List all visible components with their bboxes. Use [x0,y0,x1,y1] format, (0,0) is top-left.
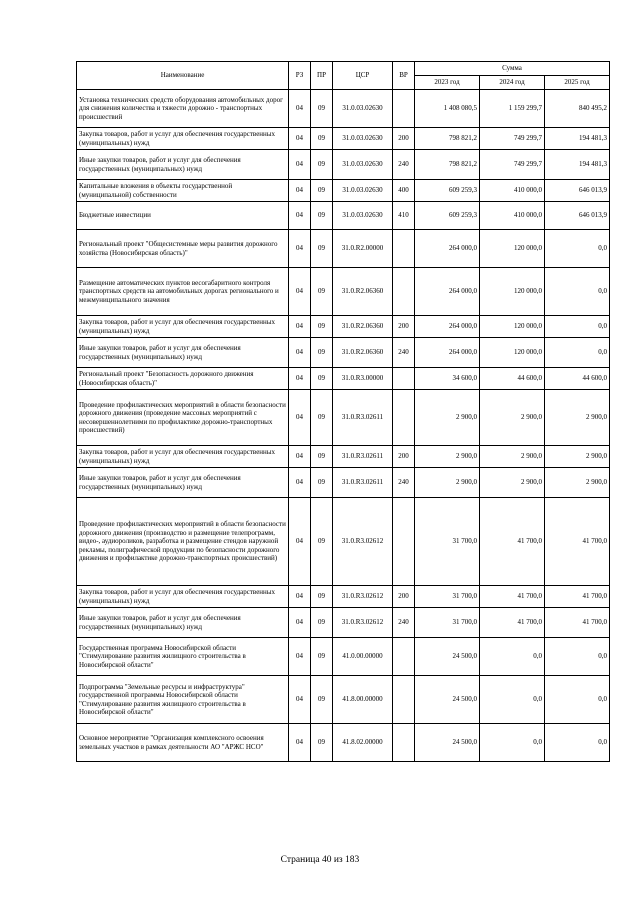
row-value-2023: 609 259,3 [415,180,480,202]
row-value-2024: 2 900,0 [480,390,545,446]
row-name: Региональный проект "Безопасность дорожного движения (Новосибирская область)" [77,368,289,390]
row-value-2024: 120 000,0 [480,230,545,268]
row-name: Закупка товаров, работ и услуг для обеспечения государственных (муниципальных) нужд [77,128,289,150]
row-value-2025: 41 700,0 [545,586,610,608]
row-pr: 09 [311,202,333,230]
row-pr: 09 [311,498,333,586]
row-value-2025: 44 600,0 [545,368,610,390]
row-rz: 04 [289,338,311,368]
row-rz: 04 [289,724,311,762]
header-name: Наименование [77,62,289,90]
row-pr: 09 [311,180,333,202]
row-name: Основное мероприятие "Организация комплексного освоения земельных участков в рамках деятельности АО "АРЖС НСО" [77,724,289,762]
row-value-2025: 0,0 [545,230,610,268]
table-row [77,676,610,724]
row-value-2024: 120 000,0 [480,338,545,368]
row-name: Бюджетные инвестиции [77,202,289,230]
header-year-2023: 2023 год [415,76,480,90]
header-vr: ВР [393,62,415,90]
row-value-2023: 264 000,0 [415,268,480,316]
row-vr [393,268,415,316]
row-csr: 31.0.R3.02612 [333,586,393,608]
row-rz: 04 [289,90,311,128]
row-name: Проведение профилактических мероприятий в области безопасности дорожного движения (проведение массовых мероприятий с несовершеннолетними по профилактике дорожно-транспортных происшествий) [77,390,289,446]
row-value-2025: 41 700,0 [545,608,610,638]
row-rz: 04 [289,180,311,202]
table-row [77,180,610,202]
row-rz: 04 [289,390,311,446]
row-csr: 31.0.03.02630 [333,180,393,202]
row-csr: 31.0.R3.02612 [333,608,393,638]
row-vr: 200 [393,586,415,608]
row-pr: 09 [311,468,333,498]
row-value-2024: 44 600,0 [480,368,545,390]
row-name: Закупка товаров, работ и услуг для обеспечения государственных (муниципальных) нужд [77,316,289,338]
table-row [77,202,610,230]
row-pr: 09 [311,150,333,180]
row-value-2023: 2 900,0 [415,390,480,446]
row-value-2024: 0,0 [480,724,545,762]
row-value-2024: 410 000,0 [480,202,545,230]
row-name: Закупка товаров, работ и услуг для обеспечения государственных (муниципальных) нужд [77,446,289,468]
row-pr: 09 [311,676,333,724]
table-row [77,468,610,498]
row-value-2023: 34 600,0 [415,368,480,390]
row-csr: 31.0.03.02630 [333,90,393,128]
row-value-2023: 609 259,3 [415,202,480,230]
row-value-2023: 1 408 080,5 [415,90,480,128]
row-rz: 04 [289,202,311,230]
table-row [77,638,610,676]
row-name: Подпрограмма "Земельные ресурсы и инфраструктура" государственной программы Новосибирской области "Стимулирование развития жилищного строительства в Новосибирской области" [77,676,289,724]
row-value-2024: 120 000,0 [480,268,545,316]
row-csr: 31.0.R2.06360 [333,316,393,338]
table-row [77,368,610,390]
header-rz: РЗ [289,62,311,90]
header-year-2024: 2024 год [480,76,545,90]
row-value-2023: 24 500,0 [415,724,480,762]
table-row [77,230,610,268]
row-csr: 31.0.R3.02611 [333,390,393,446]
row-vr [393,724,415,762]
row-rz: 04 [289,446,311,468]
table-row [77,390,610,446]
row-rz: 04 [289,316,311,338]
row-value-2023: 264 000,0 [415,230,480,268]
table-row [77,586,610,608]
row-value-2025: 0,0 [545,676,610,724]
row-csr: 31.0.R3.02612 [333,498,393,586]
row-name: Размещение автоматических пунктов весогабаритного контроля транспортных средств на автомобильных дорогах регионального и межмуниципального значения [77,268,289,316]
row-value-2023: 31 700,0 [415,498,480,586]
row-value-2025: 41 700,0 [545,498,610,586]
row-value-2024: 2 900,0 [480,446,545,468]
header-pr: ПР [311,62,333,90]
row-rz: 04 [289,676,311,724]
row-csr: 31.0.R3.02611 [333,468,393,498]
row-vr [393,90,415,128]
row-vr [393,368,415,390]
row-value-2023: 31 700,0 [415,586,480,608]
row-csr: 41.8.02.00000 [333,724,393,762]
table-row [77,90,610,128]
row-pr: 09 [311,390,333,446]
table-row [77,338,610,368]
row-rz: 04 [289,128,311,150]
row-value-2024: 0,0 [480,676,545,724]
page-number: Страница 40 из 183 [280,855,360,865]
header-year-2025: 2025 год [545,76,610,90]
row-value-2024: 120 000,0 [480,316,545,338]
row-csr: 31.0.03.02630 [333,128,393,150]
header-sum: Сумма [415,62,610,76]
row-value-2023: 264 000,0 [415,316,480,338]
row-name: Иные закупки товаров, работ и услуг для обеспечения государственных (муниципальных) нужд [77,338,289,368]
row-rz: 04 [289,498,311,586]
row-pr: 09 [311,724,333,762]
row-name: Проведение профилактических мероприятий в области безопасности дорожного движения (производство и размещение телепрограмм, видео-, аудиороликов, разработка и размещение стендов наружной рекламы, полиграфической продукции по безопасности дорожного движения и профилактике дорожно-транспортных происшествий) [77,498,289,586]
row-value-2025: 0,0 [545,724,610,762]
row-csr: 31.0.03.02630 [333,202,393,230]
row-pr: 09 [311,316,333,338]
row-value-2024: 749 299,7 [480,150,545,180]
row-name: Закупка товаров, работ и услуг для обеспечения государственных (муниципальных) нужд [77,586,289,608]
table-row [77,316,610,338]
row-vr: 410 [393,202,415,230]
table-row [77,446,610,468]
row-pr: 09 [311,128,333,150]
row-rz: 04 [289,638,311,676]
header-csr: ЦСР [333,62,393,90]
row-value-2025: 194 481,3 [545,150,610,180]
row-value-2025: 2 900,0 [545,468,610,498]
row-value-2024: 749 299,7 [480,128,545,150]
row-value-2025: 2 900,0 [545,390,610,446]
row-pr: 09 [311,338,333,368]
row-vr: 240 [393,608,415,638]
row-pr: 09 [311,638,333,676]
row-vr: 240 [393,150,415,180]
row-value-2025: 0,0 [545,316,610,338]
row-rz: 04 [289,230,311,268]
row-value-2025: 194 481,3 [545,128,610,150]
table-row [77,150,610,180]
table-row [77,724,610,762]
budget-table [76,61,610,762]
row-vr [393,676,415,724]
table-row [77,268,610,316]
row-value-2023: 24 500,0 [415,638,480,676]
row-value-2023: 264 000,0 [415,338,480,368]
row-rz: 04 [289,368,311,390]
row-csr: 41.8.00.00000 [333,676,393,724]
row-vr [393,638,415,676]
table-row [77,128,610,150]
row-vr: 240 [393,338,415,368]
row-name: Иные закупки товаров, работ и услуг для обеспечения государственных (муниципальных) нужд [77,468,289,498]
row-rz: 04 [289,468,311,498]
row-value-2024: 41 700,0 [480,586,545,608]
row-vr [393,230,415,268]
row-csr: 31.0.R2.06360 [333,338,393,368]
row-csr: 31.0.R2.00000 [333,230,393,268]
row-value-2023: 2 900,0 [415,468,480,498]
row-value-2023: 31 700,0 [415,608,480,638]
row-name: Иные закупки товаров, работ и услуг для обеспечения государственных (муниципальных) нужд [77,608,289,638]
row-name: Капитальные вложения в объекты государственной (муниципальной) собственности [77,180,289,202]
row-name: Государственная программа Новосибирской области "Стимулирование развития жилищного строительства в Новосибирской области" [77,638,289,676]
row-value-2025: 0,0 [545,268,610,316]
row-csr: 31.0.R2.06360 [333,268,393,316]
row-vr: 200 [393,446,415,468]
row-value-2024: 41 700,0 [480,498,545,586]
row-pr: 09 [311,90,333,128]
row-rz: 04 [289,608,311,638]
row-pr: 09 [311,608,333,638]
row-rz: 04 [289,586,311,608]
row-value-2023: 798 821,2 [415,128,480,150]
row-csr: 31.0.R3.00000 [333,368,393,390]
row-name: Региональный проект "Общесистемные меры развития дорожного хозяйства (Новосибирская область)" [77,230,289,268]
row-pr: 09 [311,268,333,316]
row-value-2025: 0,0 [545,638,610,676]
row-value-2024: 41 700,0 [480,608,545,638]
row-value-2023: 2 900,0 [415,446,480,468]
row-vr: 240 [393,468,415,498]
row-value-2023: 24 500,0 [415,676,480,724]
row-vr [393,498,415,586]
row-value-2023: 798 821,2 [415,150,480,180]
row-pr: 09 [311,586,333,608]
row-name: Установка технических средств оборудования автомобильных дорог для снижения количества и тяжести дорожно - транспортных происшествий [77,90,289,128]
row-csr: 31.0.R3.02611 [333,446,393,468]
row-value-2024: 1 159 299,7 [480,90,545,128]
row-value-2025: 646 013,9 [545,180,610,202]
table-body [77,90,610,762]
row-csr: 31.0.03.02630 [333,150,393,180]
row-value-2025: 840 495,2 [545,90,610,128]
row-pr: 09 [311,446,333,468]
row-value-2025: 0,0 [545,338,610,368]
row-vr: 200 [393,316,415,338]
row-pr: 09 [311,368,333,390]
row-value-2024: 2 900,0 [480,468,545,498]
row-name: Иные закупки товаров, работ и услуг для обеспечения государственных (муниципальных) нужд [77,150,289,180]
row-value-2025: 646 013,9 [545,202,610,230]
row-vr: 200 [393,128,415,150]
row-value-2024: 410 000,0 [480,180,545,202]
row-csr: 41.0.00.00000 [333,638,393,676]
row-rz: 04 [289,268,311,316]
row-value-2025: 2 900,0 [545,446,610,468]
row-vr [393,390,415,446]
row-vr: 400 [393,180,415,202]
row-value-2024: 0,0 [480,638,545,676]
row-pr: 09 [311,230,333,268]
table-row [77,498,610,586]
row-rz: 04 [289,150,311,180]
table-row [77,608,610,638]
